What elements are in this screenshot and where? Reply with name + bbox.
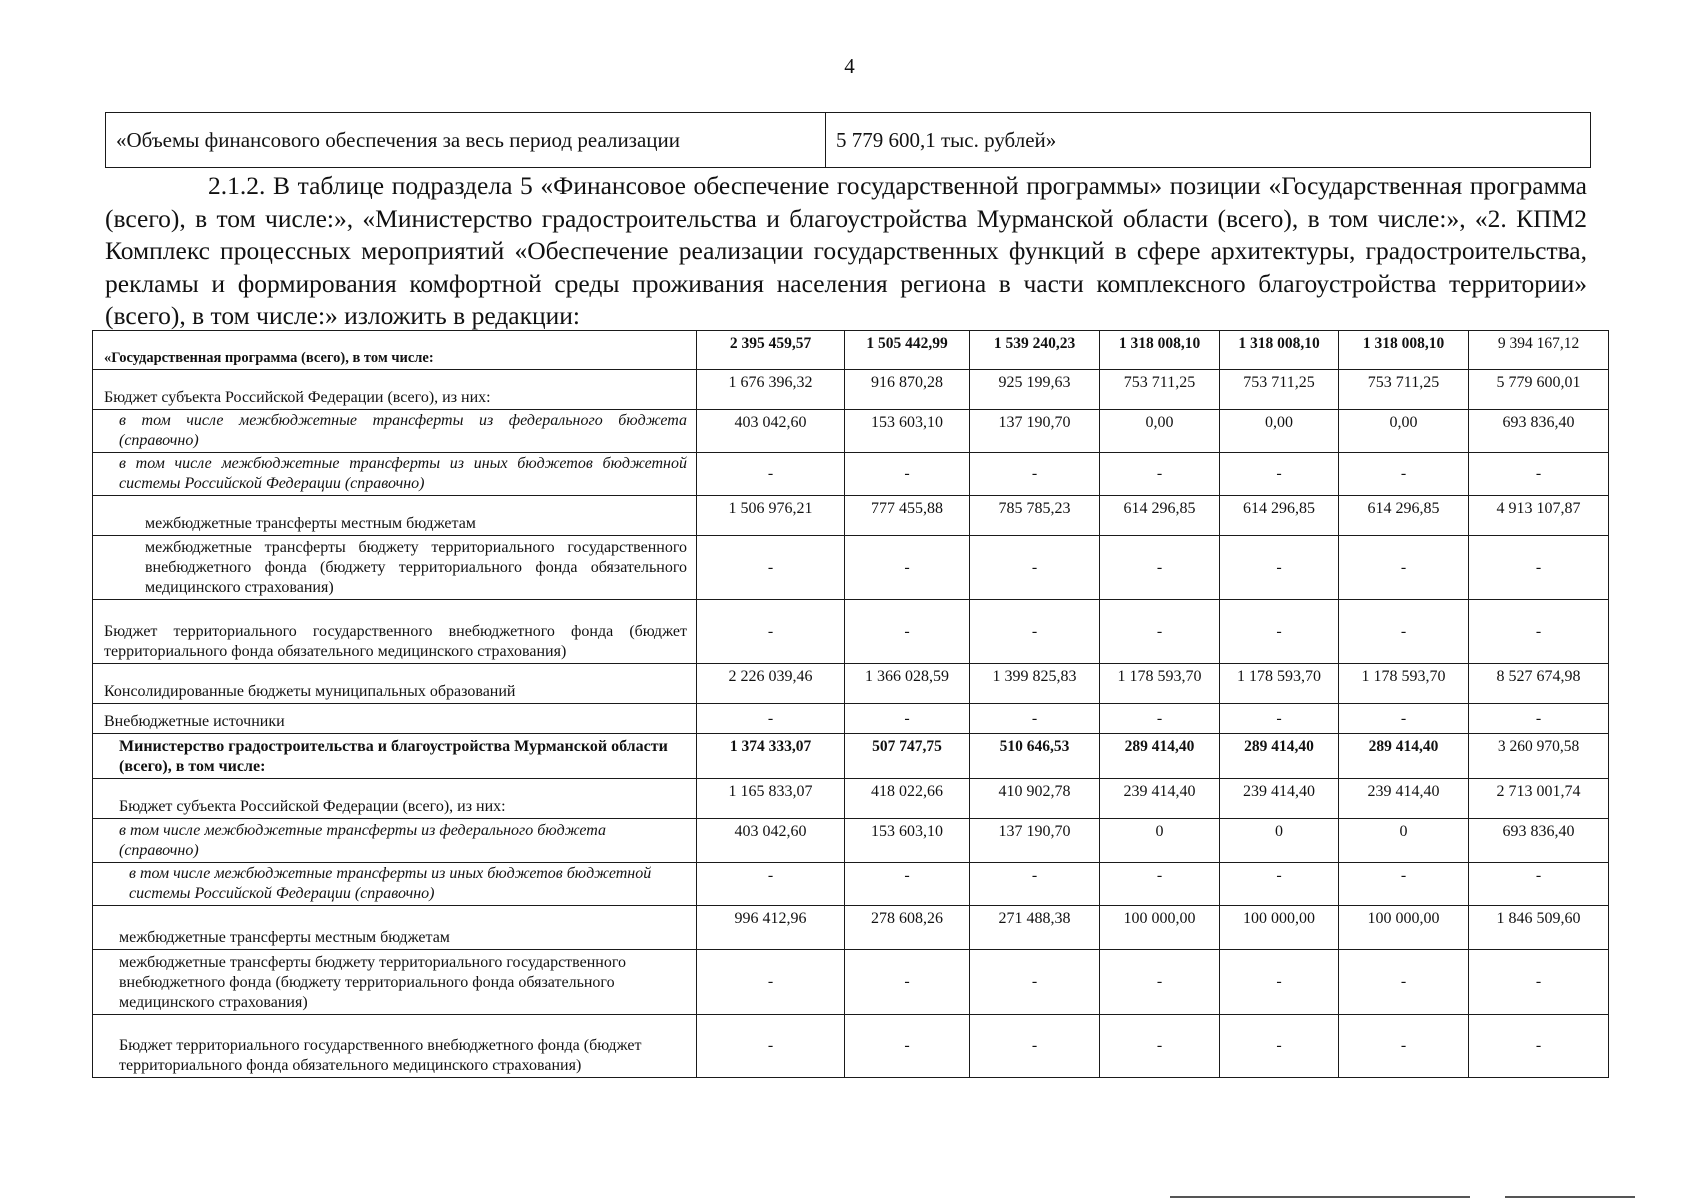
funding-summary-table [105, 112, 1591, 168]
financing-table-body [93, 331, 1609, 1078]
value-cell: 239 414,40 [1339, 779, 1469, 819]
value-cell: 785 785,23 [970, 496, 1100, 536]
row-label: в том числе межбюджетные трансферты из федерального бюджета (справочно) [93, 819, 697, 863]
value-cell: - [1100, 600, 1220, 664]
value-cell: 1 178 593,70 [1100, 664, 1220, 704]
value-cell: - [1220, 600, 1339, 664]
row-label: Министерство градостроительства и благоустройства Мурманской области (всего), в том числе: [93, 734, 697, 779]
table-row [93, 863, 1609, 906]
row-label: в том числе межбюджетные трансферты из федерального бюджета (справочно) [93, 410, 697, 453]
table-row [93, 1015, 1609, 1078]
value-cell: 0 [1100, 819, 1220, 863]
page-number: 4 [844, 54, 855, 78]
value-cell: - [1339, 453, 1469, 496]
value-cell: 1 539 240,23 [970, 331, 1100, 370]
value-cell: - [970, 704, 1100, 734]
scan-mark-right [1505, 1196, 1635, 1198]
value-cell: 9 394 167,12 [1469, 331, 1609, 370]
value-cell: 153 603,10 [845, 410, 970, 453]
value-cell: 925 199,63 [970, 370, 1100, 410]
value-cell: - [1339, 863, 1469, 906]
row-label: в том числе межбюджетные трансферты из иных бюджетов бюджетной системы Российской Федерации (справочно) [93, 863, 697, 906]
value-cell: 1 506 976,21 [697, 496, 845, 536]
value-cell: 137 190,70 [970, 410, 1100, 453]
value-cell: 3 260 970,58 [1469, 734, 1609, 779]
value-cell: - [970, 950, 1100, 1015]
value-cell: - [1339, 536, 1469, 600]
value-cell: 1 178 593,70 [1220, 664, 1339, 704]
value-cell: - [1220, 863, 1339, 906]
table-row [93, 819, 1609, 863]
value-cell: 1 399 825,83 [970, 664, 1100, 704]
value-cell: 410 902,78 [970, 779, 1100, 819]
row-label: Бюджет субъекта Российской Федерации (всего), из них: [93, 370, 697, 410]
value-cell: - [845, 950, 970, 1015]
row-label: Бюджет территориального государственного внебюджетного фонда (бюджет территориального фонда обязательного медицинского страхования) [93, 1015, 697, 1078]
value-cell: 510 646,53 [970, 734, 1100, 779]
value-cell: - [697, 950, 845, 1015]
row-label: «Государственная программа (всего), в том числе: [93, 331, 697, 370]
value-cell: 403 042,60 [697, 410, 845, 453]
value-cell: - [845, 536, 970, 600]
table-row [93, 496, 1609, 536]
value-cell: 614 296,85 [1339, 496, 1469, 536]
table-row [93, 410, 1609, 453]
funding-summary-value: 5 779 600,1 тыс. рублей» [826, 113, 1591, 168]
value-cell: - [1220, 704, 1339, 734]
row-label: Внебюджетные источники [93, 704, 697, 734]
table-row [93, 664, 1609, 704]
row-label: Бюджет территориального государственного внебюджетного фонда (бюджет территориального фонда обязательного медицинского страхования) [93, 600, 697, 664]
value-cell: - [697, 704, 845, 734]
table-row [93, 453, 1609, 496]
value-cell: - [845, 1015, 970, 1078]
value-cell: - [1469, 600, 1609, 664]
value-cell: - [1100, 536, 1220, 600]
value-cell: 1 318 008,10 [1100, 331, 1220, 370]
value-cell: 239 414,40 [1100, 779, 1220, 819]
value-cell: - [1339, 704, 1469, 734]
table-row [93, 906, 1609, 950]
value-cell: 0,00 [1220, 410, 1339, 453]
value-cell: - [1469, 536, 1609, 600]
value-cell: 271 488,38 [970, 906, 1100, 950]
value-cell: - [845, 704, 970, 734]
value-cell: 403 042,60 [697, 819, 845, 863]
value-cell: 153 603,10 [845, 819, 970, 863]
value-cell: - [1469, 453, 1609, 496]
value-cell: 1 505 442,99 [845, 331, 970, 370]
scan-mark-left [1170, 1196, 1470, 1198]
value-cell: 614 296,85 [1100, 496, 1220, 536]
value-cell: 100 000,00 [1100, 906, 1220, 950]
value-cell: - [845, 863, 970, 906]
value-cell: - [1220, 536, 1339, 600]
value-cell: 1 318 008,10 [1220, 331, 1339, 370]
value-cell: - [1339, 600, 1469, 664]
value-cell: - [697, 536, 845, 600]
value-cell: 1 846 509,60 [1469, 906, 1609, 950]
amendment-paragraph: 2.1.2. В таблице подраздела 5 «Финансовое обеспечение государственной программы» позиции «Государственная программа (всего), в том числе:», «Министерство градостроительства и благоустройства Мурманской области (всего), в том числе:», «2. КПМ2 Комплекс процессных мероприятий «Обеспечение реализации государственных функций в сфере архитектуры, градостроительства, рекламы и формирования комфортной среды проживания населения региона в части комплексного благоустройства территории» (всего), в том числе:» изложить в редакции: [105, 171, 1587, 330]
table-row [93, 950, 1609, 1015]
value-cell: - [970, 536, 1100, 600]
value-cell: - [1469, 704, 1609, 734]
value-cell: 5 779 600,01 [1469, 370, 1609, 410]
value-cell: 0,00 [1100, 410, 1220, 453]
value-cell: 693 836,40 [1469, 410, 1609, 453]
row-label: Консолидированные бюджеты муниципальных образований [93, 664, 697, 704]
value-cell: 4 913 107,87 [1469, 496, 1609, 536]
value-cell: 239 414,40 [1220, 779, 1339, 819]
funding-summary-row [106, 113, 1591, 168]
table-row [93, 734, 1609, 779]
value-cell: - [845, 600, 970, 664]
value-cell: - [970, 600, 1100, 664]
value-cell: 0,00 [1339, 410, 1469, 453]
value-cell: 289 414,40 [1100, 734, 1220, 779]
value-cell: - [970, 863, 1100, 906]
row-label: межбюджетные трансферты местным бюджетам [93, 906, 697, 950]
value-cell: 418 022,66 [845, 779, 970, 819]
value-cell: 8 527 674,98 [1469, 664, 1609, 704]
value-cell: 1 676 396,32 [697, 370, 845, 410]
table-row [93, 704, 1609, 734]
financing-table [92, 330, 1609, 1078]
row-label: Бюджет субъекта Российской Федерации (всего), из них: [93, 779, 697, 819]
value-cell: 507 747,75 [845, 734, 970, 779]
table-row [93, 536, 1609, 600]
value-cell: - [845, 453, 970, 496]
funding-summary-label: «Объемы финансового обеспечения за весь период реализации [106, 113, 826, 168]
value-cell: - [697, 1015, 845, 1078]
table-row [93, 779, 1609, 819]
value-cell: 753 711,25 [1220, 370, 1339, 410]
value-cell: 289 414,40 [1339, 734, 1469, 779]
value-cell: 2 395 459,57 [697, 331, 845, 370]
value-cell: - [697, 453, 845, 496]
value-cell: 996 412,96 [697, 906, 845, 950]
row-label: межбюджетные трансферты бюджету территориального государственного внебюджетного фонда (бюджету территориального фонда обязательного медицинского страхования) [93, 950, 697, 1015]
table-row [93, 331, 1609, 370]
value-cell: 1 318 008,10 [1339, 331, 1469, 370]
value-cell: - [697, 863, 845, 906]
value-cell: - [1220, 1015, 1339, 1078]
value-cell: 777 455,88 [845, 496, 970, 536]
value-cell: 0 [1220, 819, 1339, 863]
value-cell: - [1100, 950, 1220, 1015]
value-cell: 1 366 028,59 [845, 664, 970, 704]
value-cell: - [1339, 1015, 1469, 1078]
value-cell: 0 [1339, 819, 1469, 863]
value-cell: 2 713 001,74 [1469, 779, 1609, 819]
value-cell: 278 608,26 [845, 906, 970, 950]
value-cell: - [1100, 1015, 1220, 1078]
value-cell: 693 836,40 [1469, 819, 1609, 863]
value-cell: - [1469, 1015, 1609, 1078]
value-cell: 137 190,70 [970, 819, 1100, 863]
value-cell: - [1220, 950, 1339, 1015]
value-cell: - [1469, 950, 1609, 1015]
value-cell: 289 414,40 [1220, 734, 1339, 779]
value-cell: 1 178 593,70 [1339, 664, 1469, 704]
value-cell: 753 711,25 [1339, 370, 1469, 410]
value-cell: 916 870,28 [845, 370, 970, 410]
value-cell: - [970, 453, 1100, 496]
value-cell: 1 374 333,07 [697, 734, 845, 779]
value-cell: 1 165 833,07 [697, 779, 845, 819]
row-label: в том числе межбюджетные трансферты из иных бюджетов бюджетной системы Российской Федерации (справочно) [93, 453, 697, 496]
value-cell: - [1100, 453, 1220, 496]
table-row [93, 370, 1609, 410]
value-cell: 2 226 039,46 [697, 664, 845, 704]
value-cell: - [1100, 704, 1220, 734]
value-cell: 100 000,00 [1339, 906, 1469, 950]
value-cell: 100 000,00 [1220, 906, 1339, 950]
value-cell: 614 296,85 [1220, 496, 1339, 536]
value-cell: - [970, 1015, 1100, 1078]
value-cell: - [1100, 863, 1220, 906]
value-cell: - [1220, 453, 1339, 496]
row-label: межбюджетные трансферты местным бюджетам [93, 496, 697, 536]
value-cell: - [697, 600, 845, 664]
table-row [93, 600, 1609, 664]
value-cell: - [1339, 950, 1469, 1015]
value-cell: - [1469, 863, 1609, 906]
value-cell: 753 711,25 [1100, 370, 1220, 410]
row-label: межбюджетные трансферты бюджету территориального государственного внебюджетного фонда (бюджету территориального фонда обязательного медицинского страхования) [93, 536, 697, 600]
